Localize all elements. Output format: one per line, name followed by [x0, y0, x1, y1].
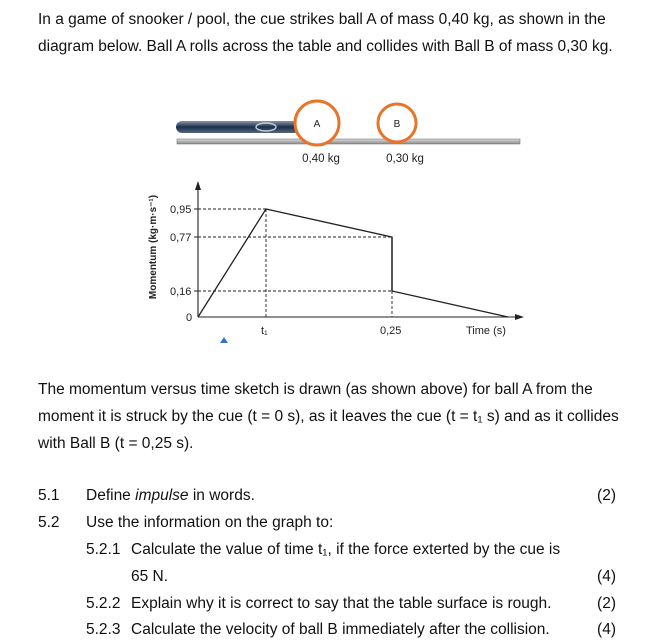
x-axis-label: Time (s) [466, 325, 506, 337]
table-surface [177, 139, 520, 144]
momentum-curve [198, 209, 508, 317]
q523-text: Calculate the velocity of ball B immediately after the collision. [131, 621, 550, 638]
intro-line-1: In a game of snooker / pool, the cue strikes ball A of mass 0,40 kg, as shown in the [38, 11, 606, 28]
q521-marks: (4) [597, 568, 616, 585]
x-axis-arrow [515, 314, 524, 320]
cue-stick [176, 121, 300, 133]
y-tick-0.95: 0,95 [170, 204, 192, 216]
snooker-figure [140, 95, 540, 355]
q51-term: impulse [135, 487, 189, 504]
ball-b-label: B [393, 119, 401, 130]
y-tick-0.77: 0,77 [170, 232, 192, 244]
q51-suffix: in words. [188, 487, 255, 504]
q522-text: Explain why it is correct to say that the table surface is rough. [131, 595, 552, 612]
ball-a-mass: 0,40 kg [302, 153, 340, 165]
x-tick-0.25: 0,25 [380, 325, 402, 337]
q521-text-line-2: 65 N. [131, 568, 169, 585]
description-paragraph [38, 376, 648, 457]
x-tick-t1: t₁ [261, 325, 268, 337]
intro-line-2: diagram below. Ball A rolls across the table and collides with Ball B of mass 0,30 kg. [38, 38, 613, 55]
description-line-1: The momentum versus time sketch is drawn (as shown above) for ball A from the [38, 381, 593, 398]
q521-number: 5.2.1 [86, 541, 121, 558]
q523-number: 5.2.3 [86, 621, 121, 638]
q51-text [86, 486, 255, 506]
y-axis-label: Momentum (kg·m·s⁻¹) [148, 194, 159, 300]
ball-a-label: A [313, 119, 321, 130]
q522-marks: (2) [597, 595, 616, 612]
origin-label: 0 [186, 312, 193, 324]
q52-number: 5.2 [38, 514, 60, 531]
q52-text: Use the information on the graph to: [86, 514, 334, 531]
y-tick-0.16: 0,16 [170, 286, 192, 298]
q522-number: 5.2.2 [86, 595, 121, 612]
description-line-2: moment it is struck by the cue (t = 0 s), as it leaves the cue (t = t₁ s) and as it collides [38, 408, 619, 425]
small-triangle-mark [220, 337, 228, 343]
intro-paragraph [38, 6, 648, 60]
q521-text-line-1: Calculate the value of time t₁, if the force exterted by the cue is [131, 541, 561, 558]
description-line-3: with Ball B (t = 0,25 s). [38, 435, 194, 452]
q51-prefix: Define [86, 487, 136, 504]
q523-marks: (4) [597, 621, 616, 638]
q51-marks: (2) [597, 487, 616, 504]
q51-number: 5.1 [38, 487, 60, 504]
ball-b-mass: 0,30 kg [386, 153, 424, 165]
y-axis-arrow [195, 181, 201, 190]
